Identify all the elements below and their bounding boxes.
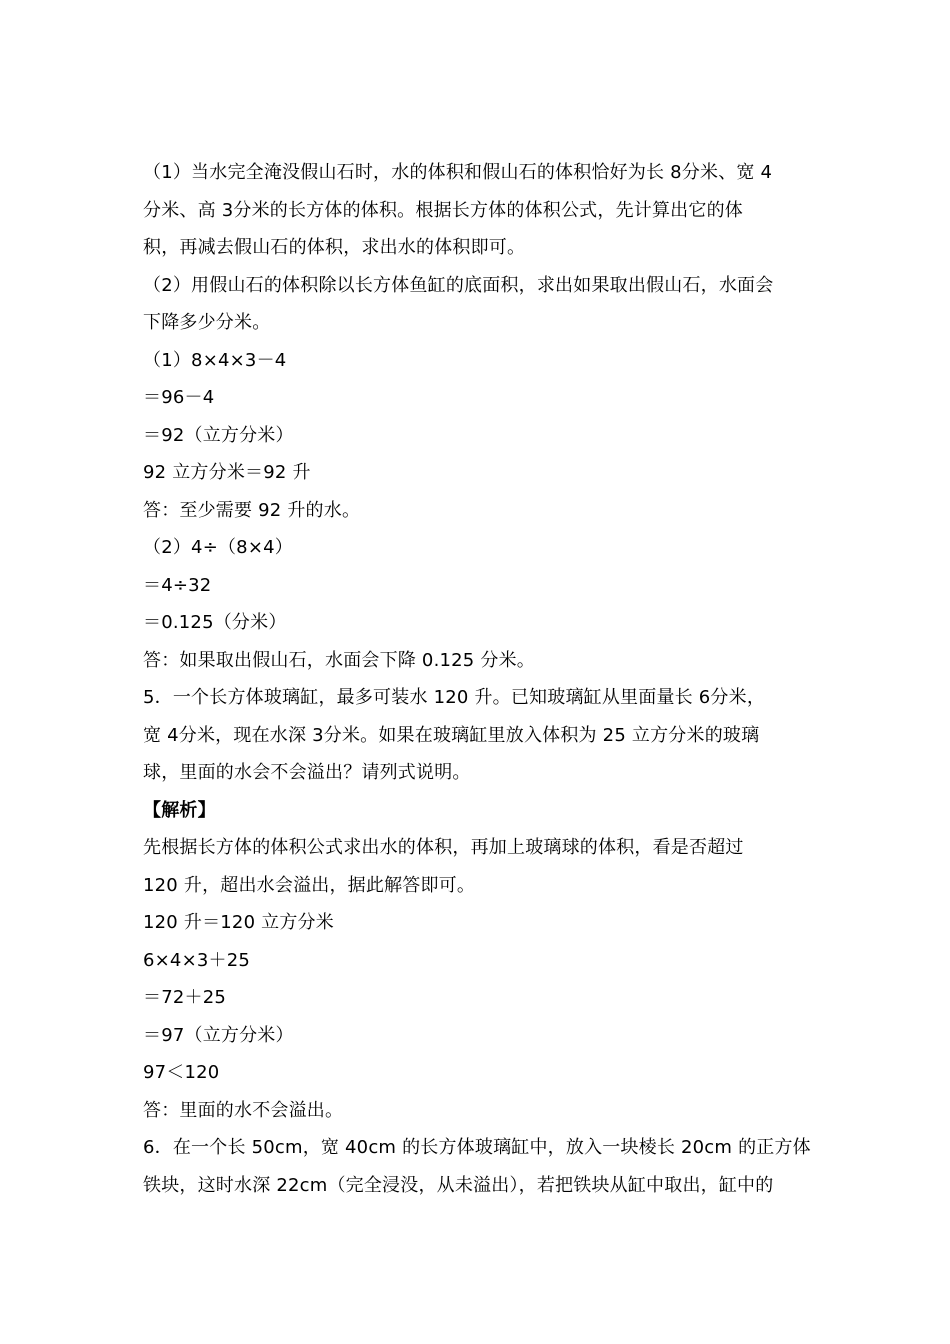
document-page [143, 154, 823, 1204]
question-line: 5．一个长方体玻璃缸，最多可装水 120 升。已知玻璃缸从里面量长 6分米， [143, 687, 766, 708]
text-line: 先根据长方体的体积公式求出水的体积，再加上玻璃球的体积，看是否超过 [143, 837, 744, 858]
question-line: 铁块，这时水深 22cm（完全浸没，从未溢出），若把铁块从缸中取出，缸中的 [143, 1174, 774, 1196]
formula-line: 92 立方分米＝92 升 [143, 462, 311, 483]
question-line: 球，里面的水会不会溢出？请列式说明。 [143, 762, 471, 783]
analysis-heading: 【解析】 [143, 799, 216, 821]
formula-line: 120 升＝120 立方分米 [143, 912, 334, 933]
answer-line: 答：里面的水不会溢出。 [143, 1099, 344, 1121]
text-line: 120 升，超出水会溢出，据此解答即可。 [143, 874, 476, 896]
text-line: （1）当水完全淹没假山石时，水的体积和假山石的体积恰好为长 8分米、宽 4 [143, 162, 773, 183]
formula-line: ＝72＋25 [143, 987, 227, 1008]
answer-line: 答：如果取出假山石，水面会下降 0.125 分米。 [143, 649, 535, 671]
text-line: 积，再减去假山石的体积，求出水的体积即可。 [143, 237, 526, 258]
text-line: 下降多少分米。 [143, 312, 271, 333]
formula-line: ＝96－4 [143, 387, 215, 408]
question-line: 6．在一个长 50cm，宽 40cm 的长方体玻璃缸中，放入一块棱长 20cm 的正方体 [143, 1137, 811, 1158]
text-line: （2）用假山石的体积除以长方体鱼缸的底面积，求出如果取出假山石，水面会 [143, 274, 774, 296]
answer-line: 答：至少需要 92 升的水。 [143, 499, 361, 521]
text-line: 分米、高 3分米的长方体的体积。根据长方体的体积公式，先计算出它的体 [143, 199, 743, 221]
formula-line: （2）4÷（8×4） [143, 537, 293, 558]
formula-line: ＝97（立方分米） [143, 1024, 294, 1046]
formula-line: （1）8×4×3－4 [143, 349, 287, 371]
formula-line: 97＜120 [143, 1062, 220, 1083]
formula-line: ＝4÷32 [143, 574, 212, 596]
formula-line: 6×4×3＋25 [143, 949, 251, 971]
question-line: 宽 4分米，现在水深 3分米。如果在玻璃缸里放入体积为 25 立方分米的玻璃 [143, 724, 760, 746]
formula-line: ＝92（立方分米） [143, 424, 294, 446]
formula-line: ＝0.125（分米） [143, 612, 287, 633]
